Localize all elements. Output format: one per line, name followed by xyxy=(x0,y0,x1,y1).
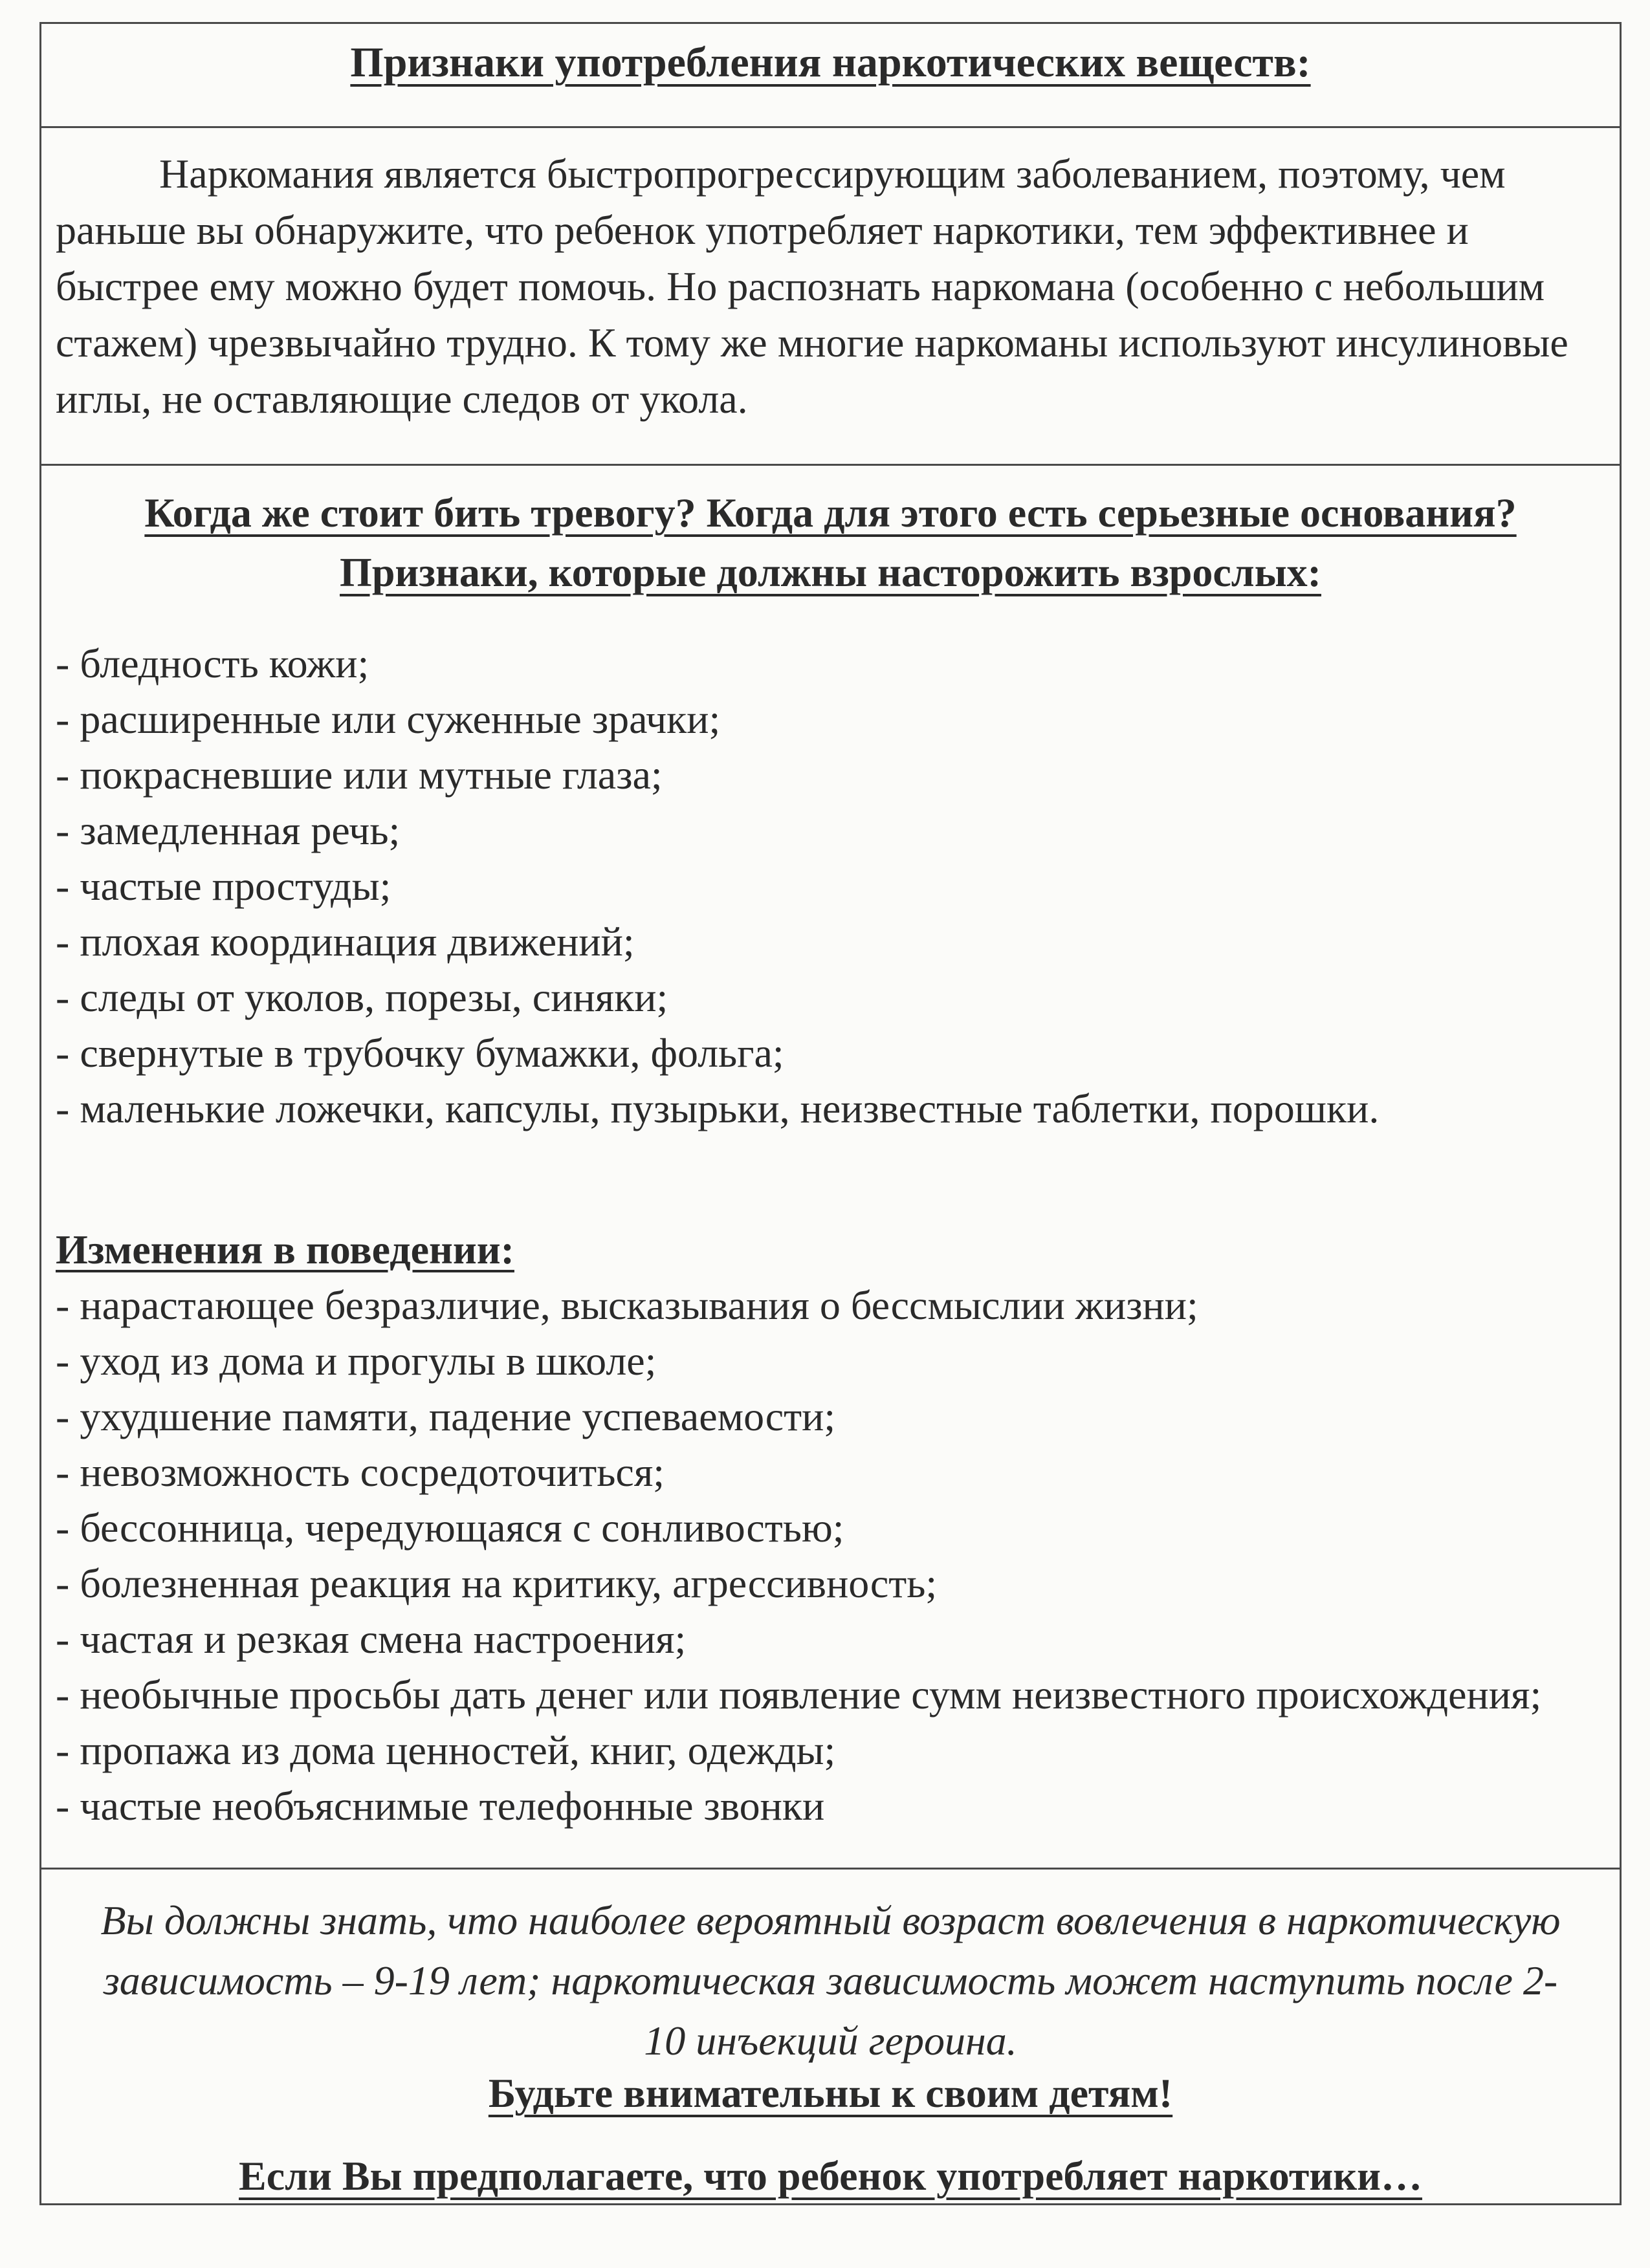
physical-signs-list xyxy=(56,636,1605,1137)
list-item: - частая и резкая смена настроения; xyxy=(56,1616,687,1662)
divider xyxy=(41,126,1620,128)
list-item: - болезненная реакция на критику, агрессивность; xyxy=(56,1560,938,1606)
behavior-heading: Изменения в поведении: xyxy=(56,1227,514,1272)
list-item: - расширенные или суженные зрачки; xyxy=(56,696,721,742)
list-item: - бледность кожи; xyxy=(56,640,369,686)
leaflet-frame xyxy=(39,22,1622,2205)
list-item: - нарастающее безразличие, высказывания о бессмыслии жизни; xyxy=(56,1282,1198,1328)
intro-paragraph: Наркомания является быстропрогрессирующим заболеванием, поэтому, чем раньше вы обнаружите, что ребенок употребляет наркотики, тем эффективнее и быстрее ему можно будет помочь. Но распознать наркомана (особенно с небольшим стажем) чрезвычайно трудно. К тому же многие наркоманы используют инсулиновые иглы, не оставляющие следов от укола. xyxy=(56,151,1568,422)
list-item: - уход из дома и прогулы в школе; xyxy=(56,1338,657,1384)
age-note: Вы должны знать, что наиболее вероятный возраст вовлечения в наркотическую зависимость – 9-19 лет; наркотическая зависимость может наступить после 2-10 инъекций героина. xyxy=(100,1897,1561,2064)
list-item: - частые необъяснимые телефонные звонки xyxy=(56,1783,825,1829)
list-item: - невозможность сосредоточиться; xyxy=(56,1449,665,1495)
list-item: - покрасневшие или мутные глаза; xyxy=(56,752,663,798)
list-item: - ухудшение памяти, падение успеваемости; xyxy=(56,1393,836,1439)
list-item: - пропажа из дома ценностей, книг, одежды; xyxy=(56,1727,836,1773)
behavior-signs-list xyxy=(56,1278,1605,1834)
list-item: - плохая координация движений; xyxy=(56,919,635,965)
be-careful-callout: Будьте внимательны к своим детям! xyxy=(488,2070,1173,2116)
list-item: - маленькие ложечки, капсулы, пузырьки, неизвестные таблетки, порошки. xyxy=(56,1085,1380,1131)
list-item: - бессонница, чередующаяся с сонливостью; xyxy=(56,1505,844,1551)
list-item: - частые простуды; xyxy=(56,863,391,909)
warning-question: Когда же стоит бить тревогу? Когда для этого есть серьезные основания? Признаки, которые должны насторожить взрослых: xyxy=(144,490,1517,595)
list-item: - замедленная речь; xyxy=(56,807,401,853)
list-item: - следы от уколов, порезы, синяки; xyxy=(56,974,668,1020)
divider xyxy=(41,464,1620,466)
list-item: - необычные просьбы дать денег или появление сумм неизвестного происхождения; xyxy=(56,1672,1542,1717)
divider xyxy=(41,1868,1620,1870)
list-item: - свернутые в трубочку бумажки, фольга; xyxy=(56,1030,784,1076)
if-you-suspect-callout: Если Вы предполагаете, что ребенок употребляет наркотики… xyxy=(239,2153,1422,2199)
document-title: Признаки употребления наркотических веществ: xyxy=(350,39,1311,86)
